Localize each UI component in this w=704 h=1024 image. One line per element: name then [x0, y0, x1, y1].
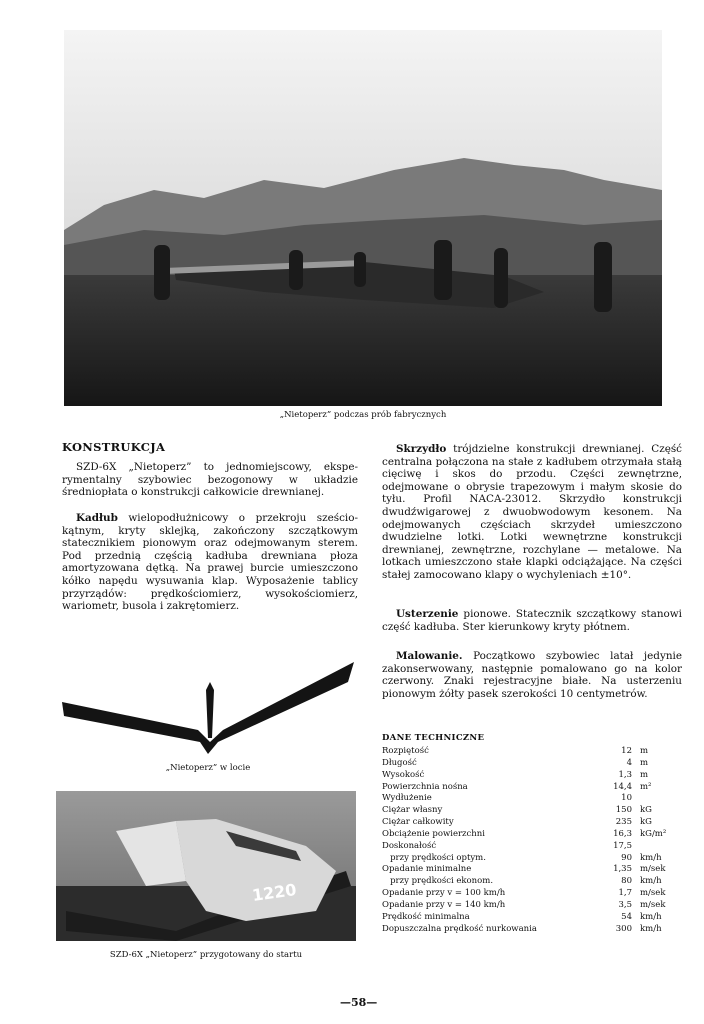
spec-label: przy prędkości ekonom. — [382, 876, 494, 887]
spec-value: 17,5 — [613, 840, 632, 851]
fuselage-title: Kadłub — [76, 512, 118, 524]
mid-photo-caption: „Nietoperz” w locie — [165, 763, 251, 773]
spec-row — [382, 758, 690, 770]
fuselage-text: wielopodłużnicowy o przekroju sześciokątnym, kryty sklejką, zakończony szczątkowym statecznikiem pionowym oraz odejmowanym sterem. Pod przednią częścią kadłuba drewniana płoza amortyzowana dętką. Na prawej burcie umieszczono kółko napędu wysuwania klap. Wyposażenie tablicy przyrządów: prędkościomierz, wysokościomierz, wariometr, busola i zakrętomierz. — [62, 512, 358, 613]
spec-label: Opadanie przy v = 100 km/h — [382, 888, 506, 899]
tail-text: pionowe. Statecznik szczątkowy stanowi część kadłuba. Ster kierunkowy kryty płótnem. — [382, 608, 682, 633]
spec-unit: kG — [640, 817, 652, 828]
spec-value: 14,4 — [613, 781, 632, 792]
spec-value: 300 — [615, 923, 632, 934]
spec-row — [382, 817, 690, 829]
spec-label: Długość — [382, 757, 417, 768]
mid-photo — [58, 642, 358, 762]
spec-value: 16,3 — [613, 828, 632, 839]
right-paragraph-paint — [382, 650, 682, 700]
spec-label: Rozpiętość — [382, 746, 429, 756]
spec-unit: km/h — [640, 852, 662, 863]
spec-unit: kG/m² — [640, 828, 667, 839]
spec-unit: kG — [640, 805, 652, 816]
spec-label: Ciężar własny — [382, 805, 443, 816]
spec-unit: m — [640, 746, 649, 756]
spec-row — [382, 782, 690, 794]
spec-label: Dopuszczalna prędkość nurkowania — [382, 923, 537, 934]
registration-marking: 1220 — [250, 879, 298, 906]
spec-row — [382, 746, 690, 758]
right-paragraph-wing — [382, 443, 682, 582]
spec-value: 1,7 — [618, 888, 632, 899]
spec-unit: m/sek — [640, 864, 666, 875]
spec-label: Wydłużenie — [382, 793, 432, 804]
paint-text: Początkowo szybowiec latał jedynie zakonserwowany, następnie pomalowano go na kolor czerwony. Znaki rejestracyjne białe. Na usterzeniu pionowym żółty pasek szerokości 10 centymetrów. — [382, 650, 682, 700]
left-paragraph-fuselage — [62, 512, 358, 613]
spec-value: 150 — [615, 805, 632, 816]
spec-label: Wysokość — [382, 769, 425, 780]
spec-row — [382, 924, 690, 936]
spec-unit: m — [640, 769, 649, 780]
spec-label: Opadanie przy v = 140 km/h — [382, 899, 506, 910]
top-photo — [64, 30, 662, 406]
spec-row — [382, 853, 690, 865]
spec-value: 4 — [626, 757, 632, 768]
spec-value: 1,3 — [618, 769, 632, 780]
spec-value: 235 — [615, 817, 632, 828]
top-photo-caption: „Nietoperz” podczas prób fabrycznych — [279, 410, 447, 420]
section-heading: KONSTRUKCJA — [62, 440, 166, 454]
spec-label: Obciążenie powierzchni — [382, 828, 485, 839]
left-paragraph-intro — [62, 461, 358, 499]
spec-row — [382, 900, 690, 912]
tail-title: Usterzenie — [396, 608, 459, 620]
spec-row — [382, 805, 690, 817]
intro-text: SZD-6X „Nietoperz” to jednomiejscowy, eksperymentalny szybowiec bezogonowy w układzie średniopłata o konstrukcji całkowicie drewnianej. — [62, 461, 358, 499]
spec-value: 12 — [621, 746, 632, 756]
bottom-photo — [56, 791, 356, 941]
spec-value: 80 — [621, 876, 632, 887]
spec-label: Ciężar całkowity — [382, 817, 454, 828]
spec-row — [382, 841, 690, 853]
glider-ground-photo — [64, 30, 662, 406]
spec-value: 3,5 — [618, 899, 632, 910]
spec-unit: km/h — [640, 911, 662, 922]
wing-text: trójdzielne konstrukcji drewnianej. Część centralna połączona na stałe z kadłubem otrzymała stałą cięciwę i skos do przodu. Części zewnętrzne, odejmowane o obrysie trapezowym i małym skosie do tyłu. Profil NACA-23012. Skrzydło konstrukcji dwudźwigarowej z dwuobwodowym kesonem. Na odejmowanych częściach skrzydeł umieszczono dwudzielne lotki. Lotki wewnętrzne konstrukcji drewnianej, zewnętrzne, rozchylane — metalowe. Na lotkach umieszczono stałe klapki odciążające. Na części stałej zamocowano klapy o wychyleniach ±10°. — [382, 443, 683, 581]
glider-ready-photo — [56, 791, 356, 941]
specs-table — [382, 746, 690, 936]
spec-label: Opadanie minimalne — [382, 864, 472, 875]
paint-title: Malowanie. — [396, 650, 463, 662]
spec-unit: km/h — [640, 876, 662, 887]
bottom-photo-caption: SZD-6X „Nietoperz” przygotowany do startu — [109, 950, 303, 960]
spec-unit: km/h — [640, 923, 662, 934]
wing-title: Skrzydło — [396, 443, 447, 455]
spec-row — [382, 864, 690, 876]
spec-value: 1,35 — [613, 864, 632, 875]
spec-row — [382, 793, 690, 805]
spec-value: 54 — [621, 911, 632, 922]
glider-in-flight-photo — [58, 642, 358, 762]
spec-value: 90 — [621, 852, 632, 863]
right-paragraph-tail — [382, 608, 682, 633]
page-number: —58— — [340, 996, 378, 1009]
spec-label: Powierzchnia nośna — [382, 781, 468, 792]
spec-label: Prędkość minimalna — [382, 911, 470, 922]
specs-title: DANE TECHNICZNE — [382, 733, 485, 743]
spec-unit: m² — [640, 781, 652, 792]
spec-unit: m/sek — [640, 888, 666, 899]
spec-row — [382, 888, 690, 900]
spec-row — [382, 876, 690, 888]
spec-label: Doskonałość — [382, 840, 437, 851]
spec-unit: m/sek — [640, 899, 666, 910]
spec-row — [382, 829, 690, 841]
spec-row — [382, 912, 690, 924]
spec-unit — [640, 841, 690, 853]
spec-label: przy prędkości optym. — [382, 852, 486, 863]
spec-unit: m — [640, 757, 649, 768]
spec-unit — [640, 793, 690, 805]
spec-value: 10 — [621, 793, 632, 804]
spec-row — [382, 770, 690, 782]
